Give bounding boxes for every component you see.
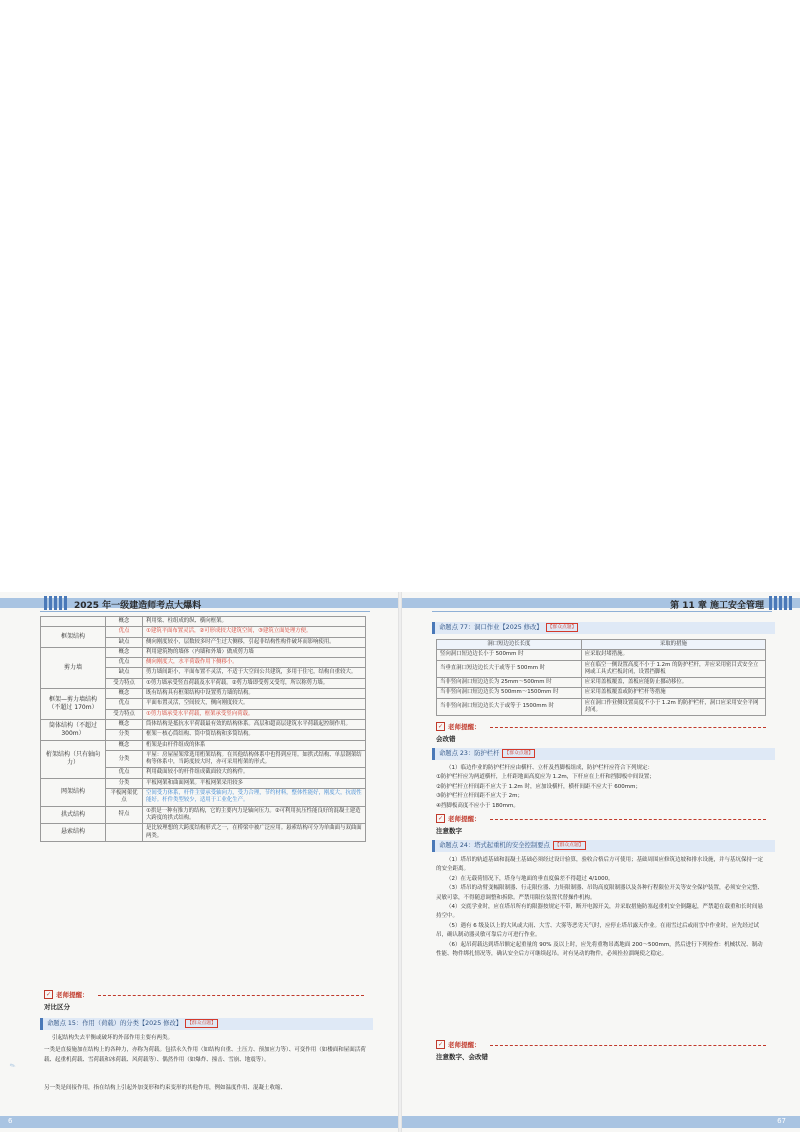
description-cell: 桁架是由杆件组成的体系 — [143, 740, 366, 750]
description-cell: 利用建筑物的墙体（内墙和外墙）做成剪力墙 — [143, 647, 366, 657]
rule-line: ③防护栏杆立杆间距不应大于 2m； — [436, 793, 524, 800]
left-page-number: 6 — [8, 1117, 13, 1125]
description-cell: 空间受力体系，杆件主要承受轴向力，受力合理，节约材料，整体性能好，刚度大，抗震性能好。杆件类型较少，适用于工业化生产。 — [143, 789, 366, 807]
tip-divider — [490, 727, 766, 728]
category-cell: 概念 — [106, 740, 143, 750]
table-row — [437, 660, 766, 678]
check-icon: ✓ — [437, 815, 444, 822]
description-cell: 是比较理想的大跨度结构形式之一，在桥梁中被广泛应用。悬索结构可分为单曲面与双曲面两类。 — [143, 824, 366, 842]
point-label: 命题点 24：塔式起重机的安全控制要点 — [439, 842, 550, 849]
rule-line: （2）在无载荷情况下，塔身与地面的垂直度偏差不得超过 4/1000。 — [446, 875, 614, 882]
structure-system-cell: 框架结构 — [41, 627, 106, 648]
check-icon: ✓ — [45, 991, 52, 998]
structure-system-cell: 剪力墙 — [41, 647, 106, 688]
point-label: 命题点 15：作用（荷载）的分类【2025 修改】 — [47, 1020, 183, 1027]
table-cell: 应采取封堵措施。 — [581, 650, 765, 660]
table-cell: 应采用盖板覆盖，盖板应能防止挪动移位。 — [581, 678, 765, 688]
table-cell: 竖向洞口短边边长小于 500mm 时 — [437, 650, 582, 660]
hole-table-wrap — [436, 639, 766, 716]
table-cell: 当非竖向洞口短边边长大于或等于 1500mm 时 — [437, 698, 582, 716]
table-header-row — [437, 640, 766, 650]
rule-line: ④挡脚板高度不应小于 180mm。 — [436, 802, 519, 809]
left-header-title: 2025 年一级建造师考点大爆料 — [74, 601, 202, 611]
category-cell: 优点 — [106, 627, 143, 637]
description-cell: 框架－核心筒结构、筒中筒结构和多筒结构。 — [143, 730, 366, 740]
description-cell: 侧向刚度大，水平荷载作用下侧移小。 — [143, 658, 366, 668]
category-cell: 特点 — [106, 806, 143, 824]
proposition-point-24 — [432, 840, 775, 852]
category-cell: 分类 — [106, 730, 143, 740]
table-row — [41, 689, 366, 699]
rule-line: ②防护栏杆立杆间距不应大于 1.2m 时，应加设横杆，横杆间距不应大于 600mm； — [436, 783, 641, 790]
table-cell: 当非竖向洞口短边边长为 25mm～500mm 时 — [437, 678, 582, 688]
rule-line: （1）临边作业的防护栏杆应由横杆、立杆及挡脚板组成，防护栏杆应符合下列规定： — [446, 765, 654, 771]
description-cell: ①拱是一种有推力的结构，它的主要内力是轴向压力。②可利用抗压性能良好的混凝土建造大跨度的拱式结构。 — [143, 806, 366, 824]
header-stripes — [769, 596, 792, 610]
structure-system-cell: 筒体结构（不超过 300m） — [41, 719, 106, 740]
header-rule — [40, 611, 370, 612]
description-cell: 筒体结构是抵抗水平荷载最有效的结构体系。高层和超高层建筑水平荷载起控制作用。 — [143, 719, 366, 729]
structure-system-cell: 框架—剪力墙结构（不超过 170m） — [41, 689, 106, 720]
table-row — [437, 650, 766, 660]
tip-divider — [490, 1045, 766, 1046]
right-page — [402, 592, 800, 1132]
column-header: 采取的措施 — [581, 640, 765, 650]
point-tag: 【群众点题】 — [554, 842, 584, 848]
table-cell: 应在洞口作业侧设置高度不小于 1.2m 的防护栏杆，洞口应采用安全平网封闭。 — [581, 698, 765, 716]
point-label: 命题点 77：洞口作业【2025 修改】 — [439, 624, 543, 631]
table-row — [41, 806, 366, 824]
point-label: 命题点 23：防护栏杆 — [439, 750, 500, 757]
table-row — [41, 824, 366, 842]
category-cell: 概念 — [106, 719, 143, 729]
description-cell: 平面布置灵活，空间较大，侧向刚度较大。 — [143, 699, 366, 709]
structure-system-cell: 桁架结构（只有轴向力） — [41, 740, 106, 778]
teacher-tip-label: 老师提醒： — [56, 991, 89, 999]
footer-bar — [402, 1116, 800, 1128]
proposition-point-23 — [432, 748, 775, 760]
description-cell: 利用梁、柱组成的纵、横向框架。 — [143, 617, 366, 627]
check-icon: ✓ — [437, 1041, 444, 1048]
teacher-tip-note: 会改错 — [436, 735, 456, 743]
crane-rules — [436, 856, 768, 959]
category-cell: 概念 — [106, 647, 143, 657]
right-header-title: 第 11 章 施工安全管理 — [670, 601, 764, 611]
rule-line: （3）塔吊的动臂变幅限制器、行走限位器、力矩限制器、吊钩高度限制器以及各种行程限位开关等安全保护装置，必须安全完整、灵敏可靠，不得随意调整和拆除。严禁用限位装置代替操作机构。 — [436, 885, 764, 901]
rule-line: （1）塔吊的轨道基础和混凝土基础必须经过设计验算，验收合格后方可使用；基础周围应修筑边坡和排水设施，并与基坑保持一定的安全距离。 — [436, 857, 764, 873]
structure-system-cell: 悬索结构 — [41, 824, 106, 842]
table-row — [41, 719, 366, 729]
description-cell: ①剪力墙承受竖直荷载及水平荷载。②剪力墙即受剪又受弯，所以称剪力墙。 — [143, 678, 366, 688]
structure-system-cell: 拱式结构 — [41, 806, 106, 824]
header-rule — [432, 611, 772, 612]
header-stripes — [44, 596, 67, 610]
teacher-tip-note: 对比区分 — [44, 1003, 70, 1011]
table-row — [437, 688, 766, 698]
left-page — [0, 592, 398, 1132]
load-paragraph-3: 另一类是间接作用，指在结构上引起外加变形和约束变形的其他作用，例如温度作用、混凝土收缩、 — [44, 1085, 287, 1091]
category-cell: 优点 — [106, 768, 143, 778]
table-row — [41, 617, 366, 627]
category-cell: 缺点 — [106, 637, 143, 647]
description-cell: 平板网架和曲面网架。平板网架采用较多 — [143, 778, 366, 788]
railing-rules — [436, 764, 768, 811]
category-cell: 概念 — [106, 689, 143, 699]
table-row — [437, 698, 766, 716]
teacher-tip-2 — [436, 814, 481, 823]
teacher-tip-note: 注意数字 — [436, 827, 462, 835]
teacher-tip-left — [44, 990, 89, 999]
table-row — [41, 627, 366, 637]
table-cell: 当非竖向洞口短边边长为 500mm～1500mm 时 — [437, 688, 582, 698]
category-cell: 优点 — [106, 699, 143, 709]
load-paragraph-2: 一类是直接施加在结构上的各种力，亦称为荷载。包括永久作用（如结构自重、土压力、预加应力等）、可变作用（如楼面和屋面活荷载、起重机荷载、雪荷载和冰荷载、风荷载等）、偶然作用（如爆炸、撞击、雪崩、地震等）。 — [44, 1047, 366, 1063]
watermark: ✎ — [8, 1061, 18, 1071]
description-cell: ①剪力墙承受水平荷载，框架承受竖向荷载。 — [143, 709, 366, 719]
right-page-number: 67 — [777, 1117, 786, 1125]
rule-line: ①防护栏杆应为两道横杆，上杆距地面高度应为 1.2m，下杆应在上杆和挡脚板中间设置； — [436, 774, 655, 781]
hole-measures-table — [436, 639, 766, 716]
category-cell: 缺点 — [106, 668, 143, 678]
book-spread — [0, 592, 800, 1132]
rule-line: （5）遇有 6 级及以上的大风或大雨、大雪、大雾等恶劣天气时，应停止塔吊露天作业。在雨雪过后或雨雪中作业时，应先经过试吊，确认制动器灵敏可靠后方可进行作业。 — [436, 922, 759, 939]
category-cell: 分类 — [106, 750, 143, 768]
category-cell: 受力特点 — [106, 678, 143, 688]
category-cell: 优点 — [106, 658, 143, 668]
column-header: 洞口短边边长长度 — [437, 640, 582, 650]
footer-bar — [0, 1116, 398, 1128]
rule-line: （6）起吊荷载达到塔吊额定起重量的 90% 及以上时，应先将重物吊离地面 200～500mm，然后进行下列检查：机械状况、制动性能、物件绑扎情况等，确认安全后方可继续起吊。对有晃动的物件，必须拴拉溜绳使之稳定。 — [436, 941, 763, 958]
description-cell: 侧向刚度较小，层数较多时产生过大侧移，引起非结构性构件破坏而影响使用。 — [143, 637, 366, 647]
structure-table-wrap — [40, 616, 366, 982]
table-cell: 当垂直洞口短边边长大于或等于 500mm 时 — [437, 660, 582, 678]
structure-system-cell — [41, 617, 106, 627]
structure-system-cell: 网架结构 — [41, 778, 106, 806]
table-row — [41, 647, 366, 657]
description-cell: 平屋：房屋屋架常选用桁架结构。在其他结构体系中也得到应用。如拱式结构、单层钢架结构等体系中，当跨度较大时，亦可采用桁架的形式。 — [143, 750, 366, 768]
teacher-tip-label: 老师提醒： — [448, 1041, 481, 1049]
tip-divider — [98, 995, 364, 996]
teacher-tip-1 — [436, 722, 481, 731]
point-tag: 【群众点题】 — [504, 750, 534, 756]
teacher-tip-3 — [436, 1040, 481, 1049]
table-cell: 应采用盖板覆盖或防护栏杆等措施 — [581, 688, 765, 698]
description-cell: 利用截面较小的杆件组成截面较大的构件。 — [143, 768, 366, 778]
category-cell: 受力特点 — [106, 709, 143, 719]
category-cell — [106, 824, 143, 842]
structure-comparison-table — [40, 616, 366, 842]
proposition-point-15 — [40, 1018, 373, 1030]
load-paragraph-1: 引起结构失去平衡或破坏的外部作用主要有两类。 — [52, 1035, 174, 1041]
rule-line: （4）交底学业时，应在塔吊所有的限器按规定不带，断开电源开关，并采取措施防塞起重机安全倒翻起，严禁超在载重和长时间悬持空中。 — [436, 904, 764, 920]
tip-divider — [490, 819, 766, 820]
description-cell: ①建筑平面布置灵活，②可形成较大建筑空间，③建筑立面处理方便。 — [143, 627, 366, 637]
table-cell: 应在临空一侧设置高度不小于 1.2m 的防护栏杆，并应采用密目式安全立网或工具式栏板封闭，设置挡脚板 — [581, 660, 765, 678]
proposition-point-77 — [432, 622, 775, 634]
description-cell: 剪力墙间距小，平面布置不灵活，不适于大空间公共建筑，多用于住宅，结构自重较大。 — [143, 668, 366, 678]
check-icon: ✓ — [437, 723, 444, 730]
teacher-tip-label: 老师提醒： — [448, 723, 481, 731]
category-cell: 平板网架优点 — [106, 789, 143, 807]
category-cell: 概念 — [106, 617, 143, 627]
point-tag: 【群众点题】 — [187, 1020, 216, 1026]
teacher-tip-label: 老师提醒： — [448, 815, 481, 823]
category-cell: 分类 — [106, 778, 143, 788]
table-row — [41, 740, 366, 750]
point-tag: 【群众点题】 — [547, 624, 577, 630]
teacher-tip-note: 注意数字、会改错 — [436, 1053, 488, 1061]
table-row — [437, 678, 766, 688]
description-cell: 既有结构具有框架结构中设置剪力墙的结构。 — [143, 689, 366, 699]
table-row — [41, 778, 366, 788]
